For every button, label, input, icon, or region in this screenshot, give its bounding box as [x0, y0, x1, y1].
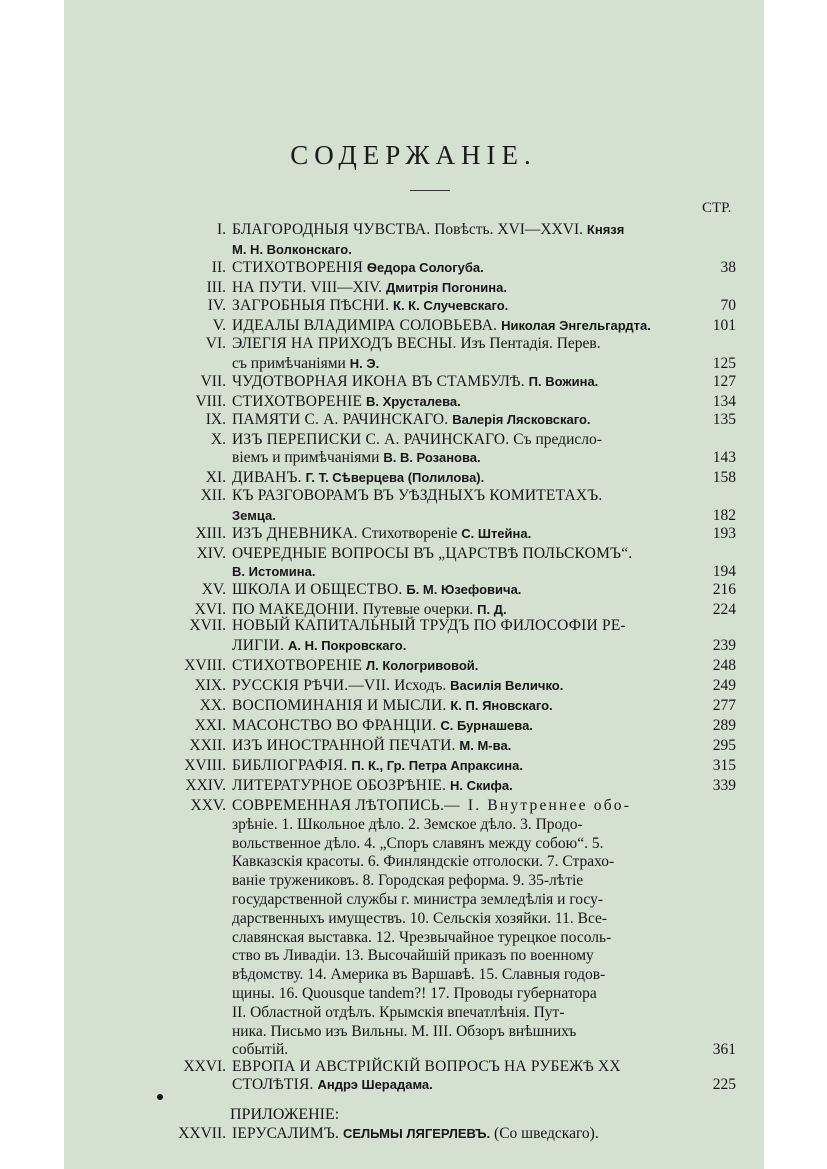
ink-spot	[157, 1094, 163, 1100]
entry-author: В. В. Розанова.	[383, 450, 481, 465]
entry-number: XII.	[200, 487, 226, 504]
entry-title: ЗАГРОБНЫЯ ПѢСНИ.	[232, 297, 390, 314]
entry-text	[232, 797, 631, 815]
entry-number: VIII.	[195, 393, 226, 410]
entry-number: XV.	[201, 581, 226, 598]
entry-number: XIV.	[196, 545, 226, 562]
entry-page: 295	[712, 737, 736, 754]
entry-text	[232, 757, 523, 775]
entry-title: СТОЛѢТІЯ.	[232, 1076, 314, 1093]
entry-note: Путевые очерки.	[362, 601, 474, 618]
toc-entry	[0, 241, 827, 261]
entry-number: XIII.	[195, 525, 226, 542]
entry-title: ДИВАНЪ.	[232, 469, 302, 486]
chronicle-text: ство въ Ливадіи. 13. Высочайшій приказъ по военному	[232, 947, 594, 965]
toc-entry	[0, 617, 827, 637]
toc-entry	[0, 581, 827, 601]
entry-title: ОЧЕРЕДНЫЕ ВОПРОСЫ ВЪ „ЦАРСТВѢ ПОЛЬСКОМЪ“.	[232, 545, 633, 562]
entry-author: Л. Кологривовой.	[366, 658, 479, 673]
entry-text	[232, 507, 276, 525]
chronicle-text: II. Областной отдѣлъ. Крымскія впечатлѣнія. Пут-	[232, 1003, 565, 1021]
entry-author: Николая Энгельгардта.	[501, 318, 651, 333]
entry-author: Дмитрія Погонина.	[385, 280, 507, 295]
entry-title: ЭЛЕГІЯ НА ПРИХОДЪ ВЕСНЫ.	[232, 335, 457, 352]
entry-note: Изъ Пентадія. Перев.	[460, 335, 601, 352]
entry-text	[232, 373, 598, 391]
chronicle-line	[0, 816, 827, 836]
entry-title: НА ПУТИ.	[232, 279, 307, 296]
entry-number: XVIII.	[184, 757, 226, 774]
entry-number: II.	[211, 259, 226, 276]
entry-text	[232, 317, 651, 335]
chronicle-line	[0, 966, 827, 986]
entry-number: XXV.	[190, 797, 226, 814]
entry-page: 127	[712, 373, 736, 390]
entry-title: ЛИТЕРАТУРНОЕ ОБОЗРѢНІЕ.	[232, 777, 447, 794]
chronicle-text: Кавказскія красоты. 6. Финляндскіе отголоски. 7. Страхо-	[232, 853, 615, 871]
entry-number: X.	[210, 431, 226, 448]
entry-note: віемъ и примѣчаніями	[232, 449, 380, 466]
entry-number: III.	[206, 279, 226, 296]
entry-text	[232, 469, 484, 487]
entry-title: ИДЕАЛЫ ВЛАДИМІРА СОЛОВЬЕВА.	[232, 317, 498, 334]
entry-text	[232, 1125, 599, 1143]
entry-page: 194	[712, 563, 736, 580]
entry-text	[232, 717, 533, 735]
entry-author: А. Н. Покровскаго.	[287, 638, 407, 653]
chronicle-line	[0, 891, 827, 911]
entry-text	[232, 221, 624, 239]
entry-number: IX.	[205, 411, 226, 428]
toc-entry	[0, 1058, 827, 1078]
entry-title: ИЗЪ ИНОСТРАННОЙ ПЕЧАТИ.	[232, 737, 456, 754]
toc-entry	[0, 717, 827, 737]
entry-text	[232, 677, 563, 695]
entry-text	[232, 697, 553, 715]
entry-title: СТИХОТВОРЕНІЯ	[232, 259, 363, 276]
entry-title: ВОСПОМИНАНІЯ И МЫСЛИ.	[232, 697, 447, 714]
entry-note: съ примѣчаніями	[232, 355, 346, 372]
entry-number: XXVII.	[178, 1125, 226, 1142]
entry-page: 277	[712, 697, 736, 714]
chronicle-line	[0, 835, 827, 855]
entry-title: ІЕРУСАЛИМЪ.	[232, 1125, 340, 1142]
entry-page: 225	[712, 1076, 736, 1093]
entry-text	[232, 355, 379, 373]
entry-title: ШКОЛА И ОБЩЕСТВО.	[232, 581, 403, 598]
entry-author: С. Бурнашева.	[440, 718, 533, 733]
entry-page: 239	[712, 637, 736, 654]
toc-entry	[0, 545, 827, 565]
entry-text	[232, 241, 352, 259]
toc-entry	[0, 657, 827, 677]
toc-entry	[0, 757, 827, 777]
entry-author: СЕЛЬМЫ ЛЯГЕРЛЕВЪ.	[342, 1126, 491, 1141]
entry-number: V.	[212, 317, 226, 334]
entry-page: 289	[712, 717, 736, 734]
entry-author: Василія Величко.	[450, 678, 564, 693]
toc-entry	[0, 317, 827, 337]
entry-note: Стихотвореніе	[361, 525, 458, 542]
toc-entry	[0, 777, 827, 797]
chronicle-text: вѣдомству. 14. Америка въ Варшавѣ. 15. Славныя годов-	[232, 966, 606, 984]
entry-title: НОВЫЙ КАПИТАЛЬНЫЙ ТРУДЪ ПО ФИЛОСОФІИ РЕ-	[232, 617, 626, 634]
entry-number: XX.	[199, 697, 226, 714]
chronicle-line	[0, 1004, 827, 1024]
entry-text	[232, 279, 507, 297]
chronicle-text: щины. 16. Quousque tandem?! 17. Проводы губернатора	[232, 985, 597, 1002]
entry-text	[232, 581, 521, 599]
toc-entry	[0, 697, 827, 717]
toc-entry	[0, 373, 827, 393]
entry-title: СТИХОТВОРЕНІЕ	[232, 657, 363, 674]
entry-title: СТИХОТВОРЕНІЕ	[232, 393, 363, 410]
page-column-label: СТР.	[702, 200, 732, 216]
chronicle-line	[0, 929, 827, 949]
page-title: СОДЕРЖАНІЕ.	[290, 140, 537, 170]
toc-entry-continuation	[0, 1076, 827, 1096]
appendix-label: ПРИЛОЖЕНІЕ:	[230, 1106, 340, 1123]
chronicle-text: событій.	[232, 1041, 289, 1059]
entry-author: К. П. Яновскаго.	[450, 698, 553, 713]
toc-entry	[0, 297, 827, 317]
entry-author: С. Штейна.	[461, 526, 532, 541]
entry-text	[232, 431, 602, 449]
entry-note: (Со шведскаго).	[494, 1125, 599, 1142]
entry-title: БЛАГОРОДНЫЯ ЧУВСТВА.	[232, 221, 431, 238]
toc-entry	[0, 221, 827, 241]
entry-number: XXI.	[194, 717, 226, 734]
entry-number: XVIII.	[184, 657, 226, 674]
toc-entry	[0, 279, 827, 299]
entry-page: 134	[712, 393, 736, 410]
entry-page: 38	[720, 259, 736, 276]
entry-author: Князя	[586, 222, 625, 237]
entry-number: VI.	[205, 335, 226, 352]
toc-entry	[0, 525, 827, 545]
chronicle-line	[0, 872, 827, 892]
entry-title: ИЗЪ ДНЕВНИКА.	[232, 525, 358, 542]
entry-text	[232, 393, 461, 411]
entry-text	[232, 487, 602, 505]
toc-entry	[0, 1125, 827, 1145]
toc-entry	[0, 737, 827, 757]
entry-author: П. К., Гр. Петра Апраксина.	[351, 758, 523, 773]
entry-page: 216	[712, 581, 736, 598]
entry-title: КЪ РАЗГОВОРАМЪ ВЪ УѢЗДНЫХЪ КОМИТЕТАХЪ.	[232, 487, 603, 504]
entry-number: VII.	[200, 373, 226, 390]
entry-author: В. Истомина.	[232, 564, 316, 579]
toc-entry	[0, 355, 827, 375]
entry-page: 101	[712, 317, 736, 334]
entry-page: 143	[712, 449, 736, 466]
title-rule	[410, 190, 450, 191]
chronicle-text: ваніе тружениковъ. 8. Городская реформа. 9. 35-лѣтіе	[232, 872, 584, 890]
entry-number: XXII.	[189, 737, 226, 754]
entry-text	[232, 777, 513, 795]
entry-note: Повѣсть. XVI—XXVI.	[434, 221, 584, 238]
entry-title: ЧУДОТВОРНАЯ ИКОНА ВЪ СТАМБУЛѢ.	[232, 373, 525, 390]
entry-page: 224	[712, 601, 736, 618]
entry-page: 182	[712, 507, 736, 524]
entry-author: К. К. Случевскаго.	[393, 298, 509, 313]
toc-entry	[0, 411, 827, 431]
entry-author: Н. Э.	[349, 356, 380, 371]
entry-title: РУССКІЯ РѢЧИ.—VII.	[232, 677, 391, 694]
entry-page: 249	[712, 677, 736, 694]
entry-author: Андрэ Шерадама.	[317, 1077, 433, 1092]
entry-page: 158	[712, 469, 736, 486]
toc-entry	[0, 431, 827, 451]
entry-title: ЛИГІИ.	[232, 637, 285, 654]
entry-author: М. Н. Волконскаго.	[232, 242, 352, 257]
entry-number: XI.	[205, 469, 226, 486]
entry-note: Съ предисло-	[513, 431, 602, 448]
entry-text	[232, 449, 481, 467]
entry-note: VIII—XIV.	[310, 279, 383, 296]
entry-page: 70	[720, 297, 736, 314]
toc-entry	[0, 677, 827, 697]
entry-number: XVII.	[189, 617, 226, 634]
entry-number: XVI.	[194, 601, 226, 618]
entry-text	[232, 617, 626, 635]
entry-title: ИЗЪ ПЕРЕПИСКИ С. А. РАЧИНСКАГО.	[232, 431, 510, 448]
entry-title: ПАМЯТИ С. А. РАЧИНСКАГО.	[232, 411, 449, 428]
chronicle-line	[0, 910, 827, 930]
chronicle-text: зрѣніе. 1. Школьное дѣло. 2. Земское дѣло. 3. Продо-	[232, 815, 583, 833]
chronicle-text: ника. Письмо изъ Вильны. М. III. Обзоръ внѣшнихъ	[232, 1022, 577, 1040]
toc-entry	[0, 449, 827, 469]
chronicle-text: — I. Внутреннее обо-	[444, 797, 632, 814]
entry-text	[232, 411, 591, 429]
entry-note: Исходъ.	[394, 677, 447, 694]
toc-entry	[0, 637, 827, 657]
entry-author: В. Хрусталева.	[366, 394, 461, 409]
toc-entry	[0, 259, 827, 279]
entry-title: СОВРЕМЕННАЯ ЛѢТОПИСЬ.	[232, 797, 445, 814]
toc-entry	[0, 563, 827, 583]
entry-author: П. Вожина.	[528, 374, 599, 389]
entry-text	[232, 525, 531, 543]
entry-author: М. М-ва.	[459, 738, 512, 753]
toc-entry	[0, 393, 827, 413]
chronicle-text: славянская выставка. 12. Чрезвычайное турецкое посоль-	[232, 928, 612, 946]
entry-text	[232, 657, 478, 675]
entry-text	[232, 545, 632, 563]
entry-text	[232, 637, 406, 655]
entry-author: Валерія Лясковскаго.	[452, 412, 591, 427]
chronicle-text: вольственное дѣло. 4. „Споръ славянъ между собою“. 5.	[232, 834, 604, 852]
toc-entry	[0, 507, 827, 527]
entry-page: 125	[712, 355, 736, 372]
entry-number: XXIV.	[185, 777, 226, 794]
toc-entry	[0, 469, 827, 489]
entry-author: П. Д.	[477, 602, 507, 617]
entry-title: БИБЛІОГРАФІЯ.	[232, 757, 348, 774]
entry-page: 315	[712, 757, 736, 774]
entry-title: ПО МАКЕДОНІИ.	[232, 601, 359, 618]
entry-title: МАСОНСТВО ВО ФРАНЦІИ.	[232, 717, 437, 734]
toc-entry	[0, 487, 827, 507]
entry-title: ЕВРОПА И АВСТРІЙСКІЙ ВОПРОСЪ НА РУБЕЖѢ ХХ	[232, 1058, 621, 1075]
entry-page: 248	[712, 657, 736, 674]
entry-text	[232, 563, 315, 581]
entry-author: Б. М. Юзефовича.	[406, 582, 522, 597]
chronicle-line	[0, 1023, 827, 1043]
entry-number: I.	[216, 221, 226, 238]
toc-entry	[0, 335, 827, 355]
entry-author: Г. Т. Сѣверцева (Полилова).	[305, 470, 485, 485]
entry-text	[232, 259, 484, 277]
chronicle-text: дарственныхъ имуществъ. 10. Сельскія хозяйки. 11. Все-	[232, 909, 608, 927]
chronicle-line	[0, 985, 827, 1005]
entry-page: 193	[712, 525, 736, 542]
entry-author: Земца.	[232, 508, 276, 523]
entry-page: 135	[712, 411, 736, 428]
entry-text	[232, 1076, 433, 1094]
entry-text	[232, 335, 601, 353]
chronicle-line	[0, 853, 827, 873]
entry-text	[232, 297, 508, 315]
entry-page: 339	[712, 777, 736, 794]
entry-number: XXVI.	[183, 1058, 226, 1075]
entry-author: Н. Скифа.	[450, 778, 513, 793]
chronicle-line	[0, 947, 827, 967]
entry-author: Ѳедора Сологуба.	[366, 260, 484, 275]
entry-page: 361	[712, 1041, 736, 1059]
entry-text	[232, 737, 511, 755]
entry-number: IV.	[207, 297, 226, 314]
entry-number: XIX.	[194, 677, 226, 694]
chronicle-entry	[0, 797, 827, 817]
chronicle-text: государственной службы г. министра земледѣлія и госу-	[232, 891, 604, 908]
